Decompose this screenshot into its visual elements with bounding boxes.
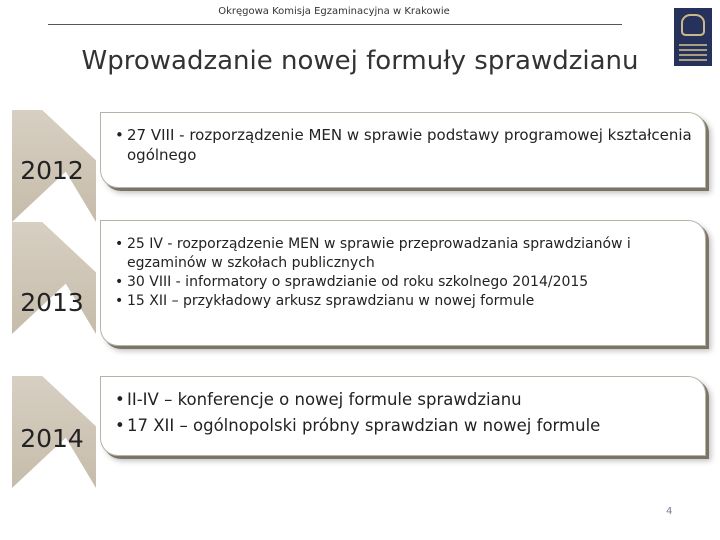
timeline-item: • 17 XII – ogólnopolski próbny sprawdzian w nowej formule [115, 413, 695, 439]
year-chevron-2013 [12, 222, 96, 334]
timeline-box-2013 [100, 220, 706, 346]
timeline-box-2012 [100, 112, 706, 188]
header-organization: Okręgowa Komisja Egzaminacyjna w Krakowie [218, 6, 450, 17]
year-label-2012: 2012 [20, 156, 84, 185]
logo-mark [681, 14, 705, 36]
page-number: 4 [666, 506, 673, 517]
year-label-2013: 2013 [20, 288, 84, 317]
year-label-2014: 2014 [20, 424, 84, 453]
timeline-item: • 30 VIII - informatory o sprawdzianie od roku szkolnego 2014/2015 [115, 273, 695, 292]
timeline-item: • II-IV – konferencje o nowej formule sprawdzianu [115, 387, 695, 413]
slide-title: Wprowadzanie nowej formuły sprawdzianu [81, 46, 639, 76]
timeline-item: • 15 XII – przykładowy arkusz sprawdzianu w nowej formule [115, 292, 695, 311]
timeline-box-2014 [100, 376, 706, 456]
header-divider [48, 24, 622, 25]
timeline-item: • 27 VIII - rozporządzenie MEN w sprawie podstawy programowej kształcenia ogólnego [115, 125, 695, 165]
timeline-item: • 25 IV - rozporządzenie MEN w sprawie przeprowadzania sprawdzianów i egzaminów w szkołach publicznych [115, 235, 695, 273]
